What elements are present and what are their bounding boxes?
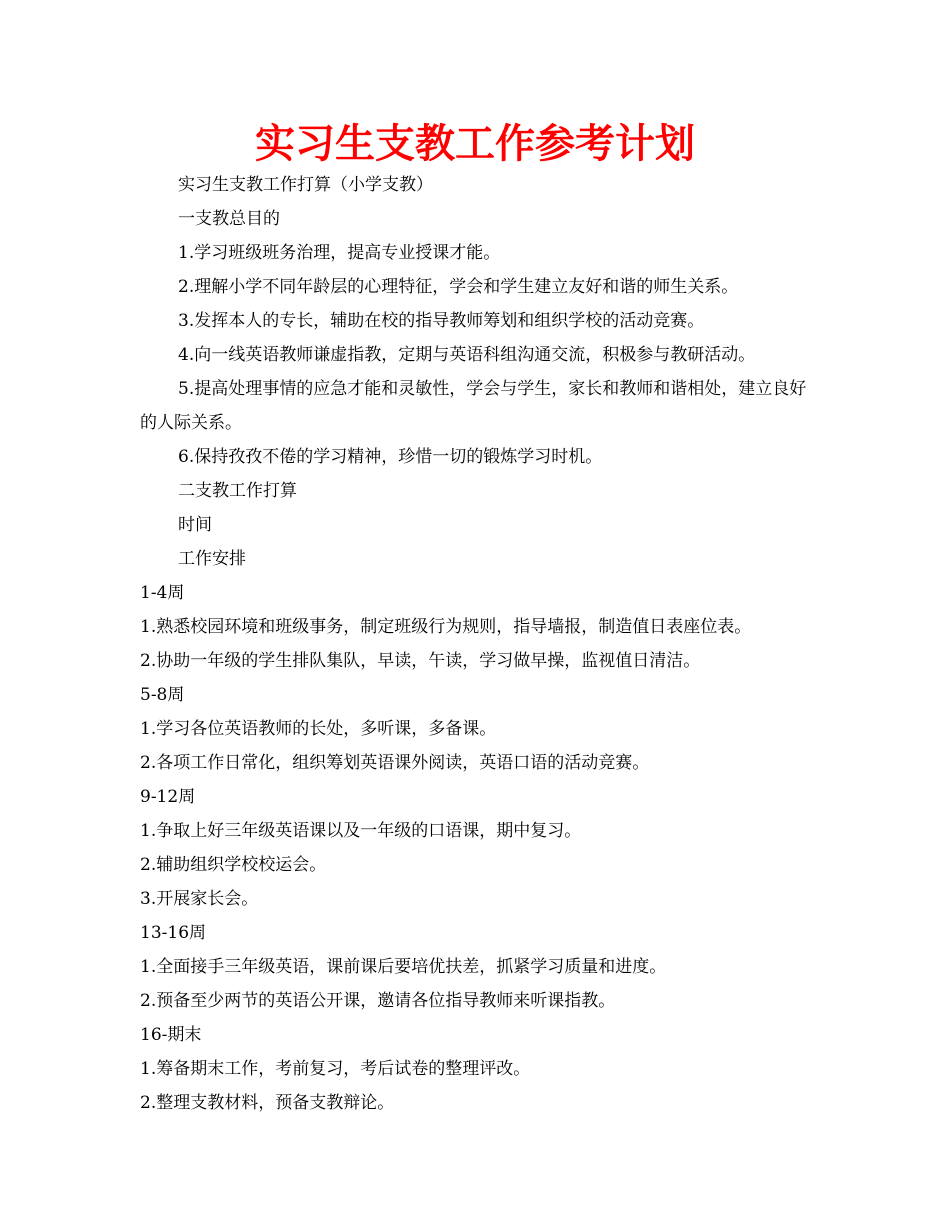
column-label-arrangement: 工作安排	[178, 549, 246, 569]
period-label: 13-16周	[140, 923, 207, 943]
goal-item: 5.提高处理事情的应急才能和灵敏性，学会与学生，家长和教师和谐相处，建立良好的人际关系。	[140, 379, 807, 433]
goal-item: 3.发挥本人的专长，辅助在校的指导教师筹划和组织学校的活动竞赛。	[178, 311, 705, 331]
plan-item: 3.开展家长会。	[140, 889, 259, 909]
section-heading-plan: 二支教工作打算	[178, 481, 297, 501]
goal-item: 1.学习班级班务治理，提高专业授课才能。	[178, 243, 501, 263]
column-label-time: 时间	[178, 515, 212, 535]
period-label: 9-12周	[140, 787, 196, 807]
plan-item: 2.辅助组织学校校运会。	[140, 855, 327, 875]
plan-item: 2.整理支教材料，预备支教辩论。	[140, 1093, 395, 1113]
plan-item: 1.学习各位英语教师的长处，多听课，多备课。	[140, 719, 497, 739]
plan-item: 2.各项工作日常化，组织筹划英语课外阅读，英语口语的活动竞赛。	[140, 753, 650, 773]
period-label: 5-8周	[140, 685, 185, 705]
period-label: 1-4周	[140, 583, 185, 603]
section-heading-goals: 一支教总目的	[178, 209, 280, 229]
plan-item: 2.预备至少两节的英语公开课，邀请各位指导教师来听课指教。	[140, 991, 616, 1011]
plan-item: 1.熟悉校园环境和班级事务，制定班级行为规则，指导墙报，制造值日表座位表。	[140, 617, 752, 637]
document-title: 实习生支教工作参考计划	[255, 121, 695, 167]
goal-item: 4.向一线英语教师谦虚指教，定期与英语科组沟通交流，积极参与教研活动。	[178, 345, 756, 365]
period-label: 16-期末	[140, 1025, 202, 1045]
plan-item: 1.全面接手三年级英语，课前课后要培优扶差，抓紧学习质量和进度。	[140, 957, 667, 977]
goal-item: 6.保持孜孜不倦的学习精神，珍惜一切的锻炼学习时机。	[178, 447, 603, 467]
goal-item: 2.理解小学不同年龄层的心理特征，学会和学生建立友好和谐的师生关系。	[178, 277, 739, 297]
document-body	[140, 168, 820, 1120]
plan-item: 1.争取上好三年级英语课以及一年级的口语课，期中复习。	[140, 821, 582, 841]
plan-item: 2.协助一年级的学生排队集队，早读，午读，学习做早操，监视值日清洁。	[140, 651, 701, 671]
paragraph-heading: 实习生支教工作打算（小学支教）	[178, 175, 433, 195]
plan-item: 1.筹备期末工作，考前复习，考后试卷的整理评改。	[140, 1059, 531, 1079]
